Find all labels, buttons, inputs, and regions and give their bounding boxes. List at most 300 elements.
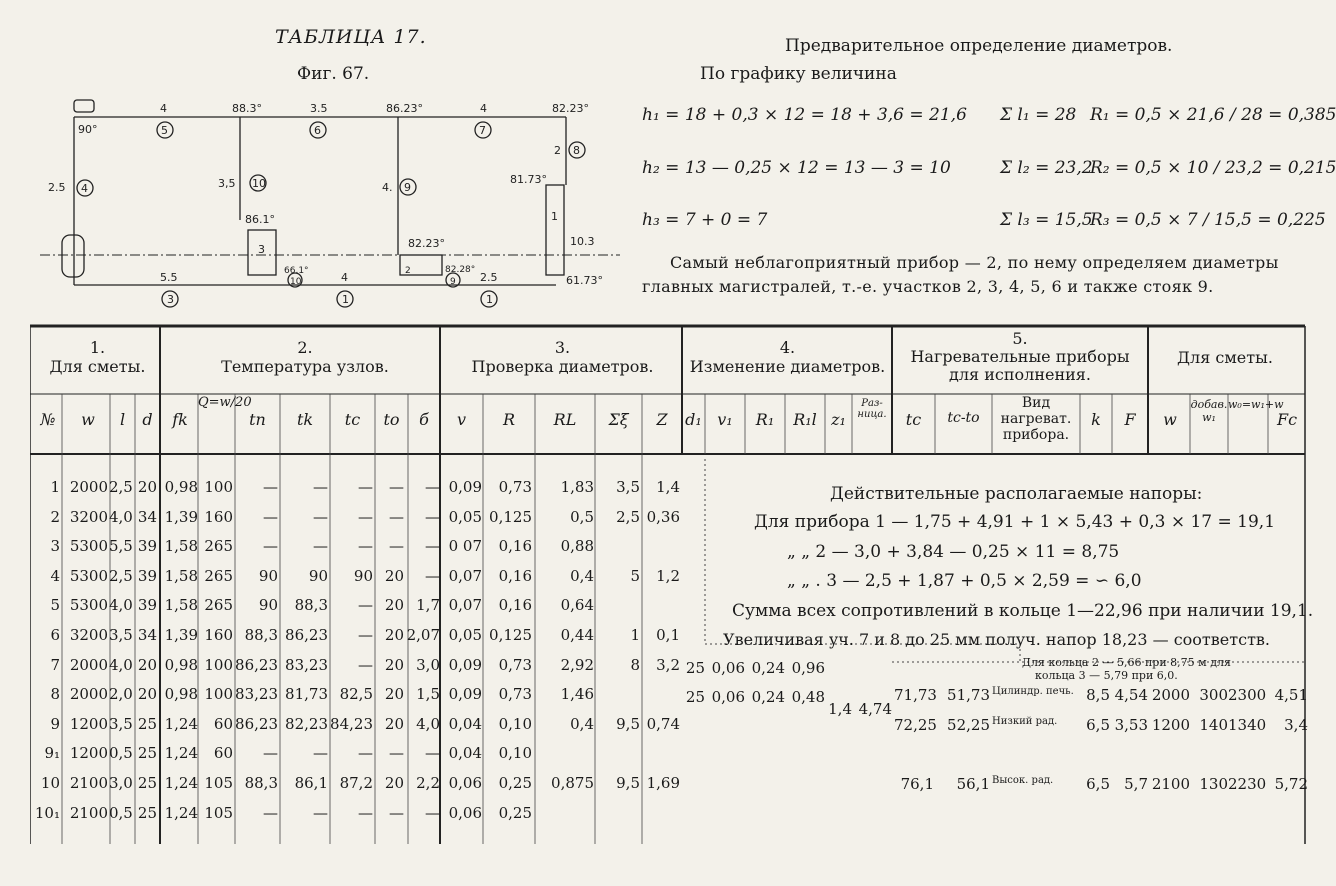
- change-cell: 0,06: [711, 688, 745, 706]
- table-cell: 90: [258, 596, 278, 615]
- change-cell: 0,96: [791, 659, 825, 677]
- table-cell: 5: [630, 566, 640, 585]
- diagram-label: 3,5: [218, 177, 236, 190]
- heater-cell: 1200: [1151, 716, 1190, 734]
- table-cell: 25: [137, 774, 157, 792]
- table-cell: —: [389, 478, 404, 496]
- group-header-check: 3. Проверка диаметров.: [471, 338, 654, 376]
- table-cell: 25: [137, 803, 157, 822]
- col-header: Σξ: [608, 410, 629, 429]
- table-cell: 0,09: [448, 655, 482, 674]
- diagram-label: 2.5: [480, 271, 498, 284]
- col-header: z₁: [831, 410, 846, 429]
- table-cell: —: [425, 537, 440, 556]
- col-header: tk: [296, 410, 314, 429]
- table-cell: 39: [137, 596, 157, 615]
- table-cell: —: [313, 537, 328, 556]
- diagram-label: 3: [167, 293, 174, 306]
- table-cell: 1,83: [560, 478, 594, 496]
- table-cell: —: [358, 478, 373, 496]
- diagram-label: 9: [450, 277, 456, 287]
- table-cell: 20: [384, 655, 404, 674]
- effective-note-2: кольца 3 — 5,79 при 6,0.: [1035, 669, 1178, 682]
- table-cell: 6: [50, 626, 60, 644]
- heater-cell: 2000: [1151, 686, 1190, 704]
- table-cell: 0,36: [646, 507, 680, 526]
- heater-cell: 56,1: [956, 775, 990, 793]
- heater-cell: 4,51: [1274, 686, 1308, 704]
- table-cell: 20: [384, 566, 404, 585]
- diagram-label: 6: [314, 124, 321, 137]
- change-cell: 0,24: [751, 659, 785, 677]
- table-cell: 2,07: [406, 626, 440, 644]
- table-cell: —: [313, 478, 328, 496]
- col-header: k: [1091, 410, 1101, 429]
- table-cell: 0,1: [656, 626, 680, 644]
- table-cell: 1,24: [164, 744, 198, 763]
- table-cell: 1,58: [164, 537, 198, 556]
- diagram-label: 10.3: [570, 235, 595, 248]
- table-cell: 0,98: [164, 685, 198, 704]
- table-cell: 0,4: [570, 566, 594, 585]
- table-cell: 1,46: [560, 685, 594, 704]
- col-header: tп: [249, 410, 266, 429]
- diagram-label: 3.5: [310, 102, 328, 115]
- diagram-label: 81.73°: [510, 173, 547, 186]
- table-cell: 9,5: [616, 714, 640, 733]
- heater-cell: Высок. рад.: [992, 775, 1054, 786]
- diagram-label: 61.73°: [566, 274, 603, 287]
- formula-l3: Σ l₃ = 15,5: [1000, 210, 1093, 230]
- table-cell: 34: [137, 626, 157, 644]
- diagram-label: 3: [258, 243, 265, 256]
- change-cell: 1,4: [828, 700, 852, 718]
- col-header: w₀=w₁+w: [1228, 398, 1284, 411]
- prelim-subtitle: По графику величина: [700, 64, 897, 84]
- table-cell: 105: [204, 774, 233, 792]
- table-cell: 20: [137, 478, 157, 496]
- effective-line-4: Сумма всех сопротивлений в кольце 1—22,96 при наличии 19,1.: [732, 601, 1314, 621]
- table-cell: —: [263, 537, 278, 556]
- note-line-1: Самый неблагоприятный прибор — 2, по нему определяем диаметры: [670, 253, 1279, 272]
- table-cell: 0,73: [498, 685, 532, 704]
- table-cell: 0,25: [498, 774, 532, 792]
- col-header: Раз-ница.: [857, 398, 887, 420]
- table-cell: 0,73: [498, 655, 532, 674]
- diagram-label: 90°: [78, 123, 98, 136]
- table-cell: 1,58: [164, 566, 198, 585]
- diagram-label: 88.3°: [232, 102, 262, 115]
- heater-cell: 71,73: [894, 686, 937, 704]
- table-cell: 1,58: [164, 596, 198, 615]
- col-header: w: [1163, 410, 1177, 429]
- table-cell: 2100: [69, 803, 108, 822]
- table-cell: 0,44: [560, 626, 594, 644]
- heater-cell: 140: [1199, 716, 1228, 734]
- col-header: R: [502, 410, 516, 429]
- diagram-label: 10: [252, 177, 266, 190]
- col-header: w: [81, 410, 95, 429]
- table-cell: 0,5: [109, 744, 133, 763]
- table-cell: 1200: [69, 714, 108, 733]
- table-cell: 0,06: [448, 774, 482, 792]
- table-cell: —: [313, 803, 328, 822]
- col-header: tc: [344, 410, 361, 429]
- table-cell: 39: [137, 566, 157, 585]
- table-cell: 4,0: [109, 655, 133, 674]
- table-cell: 265: [204, 596, 233, 615]
- col-header: tc-to: [947, 410, 980, 426]
- effective-title: Действительные располагаемые напоры:: [830, 484, 1203, 504]
- group-header-heaters: 5. Нагревательные приборы для исполнения.: [910, 329, 1130, 384]
- col-header: v: [456, 410, 467, 429]
- col-header: Q=w/20: [198, 395, 252, 410]
- table-cell: 0,16: [498, 537, 532, 556]
- heater-cell: 76,1: [900, 775, 934, 793]
- diagram-label: 1: [486, 293, 493, 306]
- figure-label: Фиг. 67.: [297, 64, 370, 84]
- table-cell: 3,0: [109, 774, 133, 792]
- table-cell: 0,25: [498, 803, 532, 822]
- table-cell: —: [358, 626, 373, 644]
- table-cell: 0,98: [164, 655, 198, 674]
- table-cell: —: [358, 655, 373, 674]
- table-cell: 3: [50, 537, 60, 556]
- table-cell: 20: [384, 596, 404, 615]
- table-cell: —: [389, 744, 404, 763]
- table-cell: 160: [204, 507, 233, 526]
- diagram-label: 5: [161, 124, 168, 137]
- table-cell: 3200: [69, 626, 108, 644]
- table-cell: 0,04: [448, 714, 482, 733]
- diagram-label: 4: [160, 102, 167, 115]
- table-cell: 0,125: [489, 507, 532, 526]
- table-cell: 2,5: [109, 566, 133, 585]
- diagram-label: 2: [405, 266, 411, 276]
- table-cell: 84,23: [330, 714, 373, 733]
- table-cell: —: [389, 507, 404, 526]
- table-cell: 86,1: [294, 774, 328, 792]
- heater-cell: Низкий рад.: [992, 716, 1058, 727]
- table-cell: 25: [137, 744, 157, 763]
- formula-h2: h₂ = 13 — 0,25 × 12 = 13 — 3 = 10: [642, 158, 951, 178]
- table-cell: 81,73: [285, 685, 328, 704]
- table-cell: 5,5: [109, 537, 133, 556]
- table-cell: 2,92: [560, 655, 594, 674]
- table-cell: 3200: [69, 507, 108, 526]
- col-header: Z: [656, 410, 668, 429]
- diagram-label: 82.23°: [408, 237, 445, 250]
- table-cell: 0,4: [570, 714, 594, 733]
- table-cell: —: [425, 566, 440, 585]
- table-cell: 60: [213, 714, 233, 733]
- table-cell: 90: [308, 566, 328, 585]
- table-cell: 265: [204, 537, 233, 556]
- table-cell: —: [263, 478, 278, 496]
- table-cell: —: [425, 744, 440, 763]
- table-cell: 5: [50, 596, 60, 615]
- table-cell: 1,2: [656, 566, 680, 585]
- col-header: tc: [905, 410, 922, 429]
- col-header: l: [119, 410, 126, 429]
- table-cell: 86,23: [235, 655, 278, 674]
- table-cell: 0,16: [498, 596, 532, 615]
- heater-cell: 5,7: [1124, 775, 1148, 793]
- table-cell: 10: [40, 774, 60, 792]
- table-cell: 5300: [69, 537, 108, 556]
- effective-note-1: Для кольца 2 — 5,66 при 8,75 м для: [1022, 656, 1231, 669]
- heater-cell: 8,5: [1086, 686, 1110, 704]
- table-cell: 1,7: [416, 596, 440, 615]
- table-cell: 1,39: [164, 626, 198, 644]
- change-cell: 0,06: [711, 659, 745, 677]
- note-line-2: главных магистралей, т.-е. участков 2, 3, 4, 5, 6 и также стояк 9.: [642, 277, 1214, 296]
- col-header: d: [142, 410, 153, 429]
- table-cell: 82,5: [339, 685, 373, 704]
- table-cell: 83,23: [235, 685, 278, 704]
- table-cell: 20: [137, 655, 157, 674]
- table-cell: 3,5: [616, 478, 640, 496]
- table-cell: 34: [137, 507, 157, 526]
- table-cell: 1,5: [416, 685, 440, 704]
- diagram-label: 4: [341, 271, 348, 284]
- heater-cell: 51,73: [947, 686, 990, 704]
- table-cell: 0,5: [570, 507, 594, 526]
- table-cell: 83,23: [285, 655, 328, 674]
- change-cell: 0,48: [791, 688, 825, 706]
- diagram-label: 1: [551, 210, 558, 223]
- formula-h3: h₃ = 7 + 0 = 7: [642, 210, 768, 230]
- table-cell: 3,5: [109, 626, 133, 644]
- table-cell: 0,07: [448, 566, 482, 585]
- table-cell: 2000: [69, 685, 108, 704]
- table-cell: 20: [384, 685, 404, 704]
- formula-h1: h₁ = 18 + 0,3 × 12 = 18 + 3,6 = 21,6: [642, 105, 967, 125]
- table-cell: 1,24: [164, 714, 198, 733]
- heater-cell: 3,53: [1114, 716, 1148, 734]
- heater-cell: 1340: [1228, 716, 1267, 734]
- table-cell: —: [425, 478, 440, 496]
- col-header: R₁l: [793, 410, 817, 429]
- heater-cell: 6,5: [1086, 775, 1110, 793]
- table-cell: 1,4: [656, 478, 680, 496]
- table-cell: 0,09: [448, 685, 482, 704]
- table-cell: 1,24: [164, 803, 198, 822]
- table-cell: —: [389, 537, 404, 556]
- diagram-label: 4.: [382, 181, 393, 194]
- diagram-label: 66.1°: [284, 266, 309, 276]
- table-cell: 88,3: [244, 626, 278, 644]
- col-header: d₁: [685, 410, 702, 429]
- table-cell: 20: [384, 774, 404, 792]
- effective-line-5: Увеличивая уч. 7 и 8 до 25 мм получ. напор 18,23 — соответств.: [723, 630, 1271, 649]
- table-cell: —: [263, 507, 278, 526]
- col-header: добав. w₁: [1190, 398, 1228, 424]
- table-cell: 0,5: [109, 803, 133, 822]
- table-cell: —: [358, 744, 373, 763]
- group-header-change: 4. Изменение диаметров.: [689, 338, 886, 376]
- table-cell: 39: [137, 537, 157, 556]
- table-cell: 2,0: [109, 685, 133, 704]
- col-header: v₁: [717, 410, 733, 429]
- table-cell: 20: [137, 685, 157, 704]
- diagram-label: 10: [290, 277, 302, 287]
- table-cell: 2000: [69, 478, 108, 496]
- table-cell: 9₁: [44, 744, 60, 763]
- table-cell: 0,875: [551, 774, 594, 792]
- table-cell: —: [389, 803, 404, 822]
- table-cell: 86,23: [235, 714, 278, 733]
- col-header: б: [419, 410, 429, 429]
- diagram-label: 86.23°: [386, 102, 423, 115]
- table-cell: 0,16: [498, 566, 532, 585]
- table-cell: 1,39: [164, 507, 198, 526]
- table-cell: 25: [137, 714, 157, 733]
- table-cell: 0,05: [448, 626, 482, 644]
- table-cell: 88,3: [294, 596, 328, 615]
- table-cell: 0,10: [498, 714, 532, 733]
- table-cell: 9,5: [616, 774, 640, 792]
- effective-line-1: Для прибора 1 — 1,75 + 4,91 + 1 × 5,43 + 0,3 × 17 = 19,1: [754, 512, 1276, 532]
- table-cell: 2100: [69, 774, 108, 792]
- diagram-label: 82.23°: [552, 102, 589, 115]
- heater-cell: 72,25: [894, 716, 937, 734]
- table-cell: 0,06: [448, 803, 482, 822]
- group-header-estimate: 1. Для сметы.: [49, 338, 146, 376]
- diagram-label: 2.5: [48, 181, 66, 194]
- table-cell: 0,10: [498, 744, 532, 763]
- table-cell: 0,73: [498, 478, 532, 496]
- change-cell: 25: [685, 688, 705, 706]
- table-cell: 265: [204, 566, 233, 585]
- diagram-label: 8: [573, 144, 580, 157]
- col-header: to: [383, 410, 400, 429]
- col-header: fk: [172, 410, 188, 429]
- table-cell: 4,0: [416, 714, 440, 733]
- table-cell: —: [358, 803, 373, 822]
- table-cell: 20: [384, 714, 404, 733]
- table-cell: 100: [204, 478, 233, 496]
- formula-r2: R₂ = 0,5 × 10 / 23,2 = 0,215: [1090, 158, 1336, 178]
- table-cell: 90: [353, 566, 373, 585]
- pipe-diagram: [40, 95, 620, 315]
- heater-cell: 2100: [1151, 775, 1190, 793]
- change-cell: 25: [685, 659, 705, 677]
- diagram-label: 5.5: [160, 271, 178, 284]
- table-cell: 8: [50, 685, 60, 704]
- table-cell: 82,23: [285, 714, 328, 733]
- table-cell: 100: [204, 655, 233, 674]
- col-header: Fc: [1276, 410, 1298, 429]
- table-cell: 1200: [69, 744, 108, 763]
- table-cell: —: [263, 744, 278, 763]
- heater-cell: 130: [1199, 775, 1228, 793]
- table-cell: 160: [204, 626, 233, 644]
- heater-cell: Цилиндр. печь.: [992, 686, 1074, 697]
- effective-line-3: „ „ . 3 — 2,5 + 1,87 + 0,5 × 2,59 = ∽ 6,0: [787, 571, 1142, 591]
- col-header: F: [1124, 410, 1136, 429]
- table-cell: 0,74: [646, 714, 680, 733]
- change-cell: 4,74: [858, 700, 892, 718]
- table-cell: 1,69: [646, 774, 680, 792]
- table-title: ТАБЛИЦА 17.: [275, 26, 427, 48]
- table-cell: 2,2: [416, 774, 440, 792]
- table-cell: 0,09: [448, 478, 482, 496]
- table-cell: —: [263, 803, 278, 822]
- table-cell: 5300: [69, 596, 108, 615]
- table-cell: —: [358, 596, 373, 615]
- formula-r1: R₁ = 0,5 × 21,6 / 28 = 0,385: [1090, 105, 1336, 125]
- table-cell: 2000: [69, 655, 108, 674]
- table-cell: 7: [50, 655, 60, 674]
- heater-cell: 300: [1199, 686, 1228, 704]
- table-cell: 4,0: [109, 596, 133, 615]
- table-cell: 0,64: [560, 596, 594, 615]
- table-cell: 105: [204, 803, 233, 822]
- table-cell: 0,07: [448, 596, 482, 615]
- table-cell: 100: [204, 685, 233, 704]
- table-cell: 3,2: [656, 655, 680, 674]
- table-cell: 4: [50, 566, 60, 585]
- diagram-label: 4: [81, 182, 88, 195]
- table-cell: —: [313, 744, 328, 763]
- table-cell: 4,0: [109, 507, 133, 526]
- table-cell: 0,125: [489, 626, 532, 644]
- heater-cell: 6,5: [1086, 716, 1110, 734]
- formula-l1: Σ l₁ = 28: [1000, 105, 1077, 125]
- table-cell: 9: [50, 714, 60, 733]
- formula-r3: R₃ = 0,5 × 7 / 15,5 = 0,225: [1090, 210, 1326, 230]
- table-cell: —: [358, 507, 373, 526]
- table-cell: 0,88: [560, 537, 594, 556]
- heater-cell: 3,4: [1284, 716, 1308, 734]
- diagram-label: 86.1°: [245, 213, 275, 226]
- table-cell: 0,04: [448, 744, 482, 763]
- diagram-label: 82.28°: [445, 265, 476, 275]
- prelim-title: Предварительное определение диаметров.: [785, 36, 1173, 56]
- group-header-temperature: 2. Температура узлов.: [221, 338, 389, 376]
- table-cell: 60: [213, 744, 233, 763]
- table-cell: 86,23: [285, 626, 328, 644]
- table-cell: 8: [630, 655, 640, 674]
- table-cell: 0,05: [448, 507, 482, 526]
- table-cell: —: [425, 507, 440, 526]
- table-cell: 20: [384, 626, 404, 644]
- table-cell: 2: [50, 507, 60, 526]
- formula-l2: Σ l₂ = 23,2: [1000, 158, 1093, 178]
- table-cell: 1,24: [164, 774, 198, 792]
- table-cell: 1: [630, 626, 640, 644]
- col-header: R₁: [755, 410, 775, 429]
- col-header: №: [40, 410, 56, 429]
- table-cell: 1: [50, 478, 60, 496]
- heater-cell: 2230: [1228, 775, 1267, 793]
- col-header: Вид нагреват. прибора.: [1000, 395, 1072, 443]
- table-cell: 88,3: [244, 774, 278, 792]
- diagram-label: 1: [342, 293, 349, 306]
- table-cell: 87,2: [339, 774, 373, 792]
- table-cell: 3,5: [109, 714, 133, 733]
- heater-cell: 5,72: [1274, 775, 1308, 793]
- table-cell: 2,5: [616, 507, 640, 526]
- table-cell: 3,0: [416, 655, 440, 674]
- diagram-label: 7: [479, 124, 486, 137]
- diagram-label: 4: [480, 102, 487, 115]
- diagram-label: 9: [404, 181, 411, 194]
- heater-cell: 2300: [1228, 686, 1267, 704]
- effective-line-2: „ „ 2 — 3,0 + 3,84 — 0,25 × 11 = 8,75: [787, 542, 1120, 562]
- group-header-estimate-2: Для сметы.: [1177, 348, 1273, 367]
